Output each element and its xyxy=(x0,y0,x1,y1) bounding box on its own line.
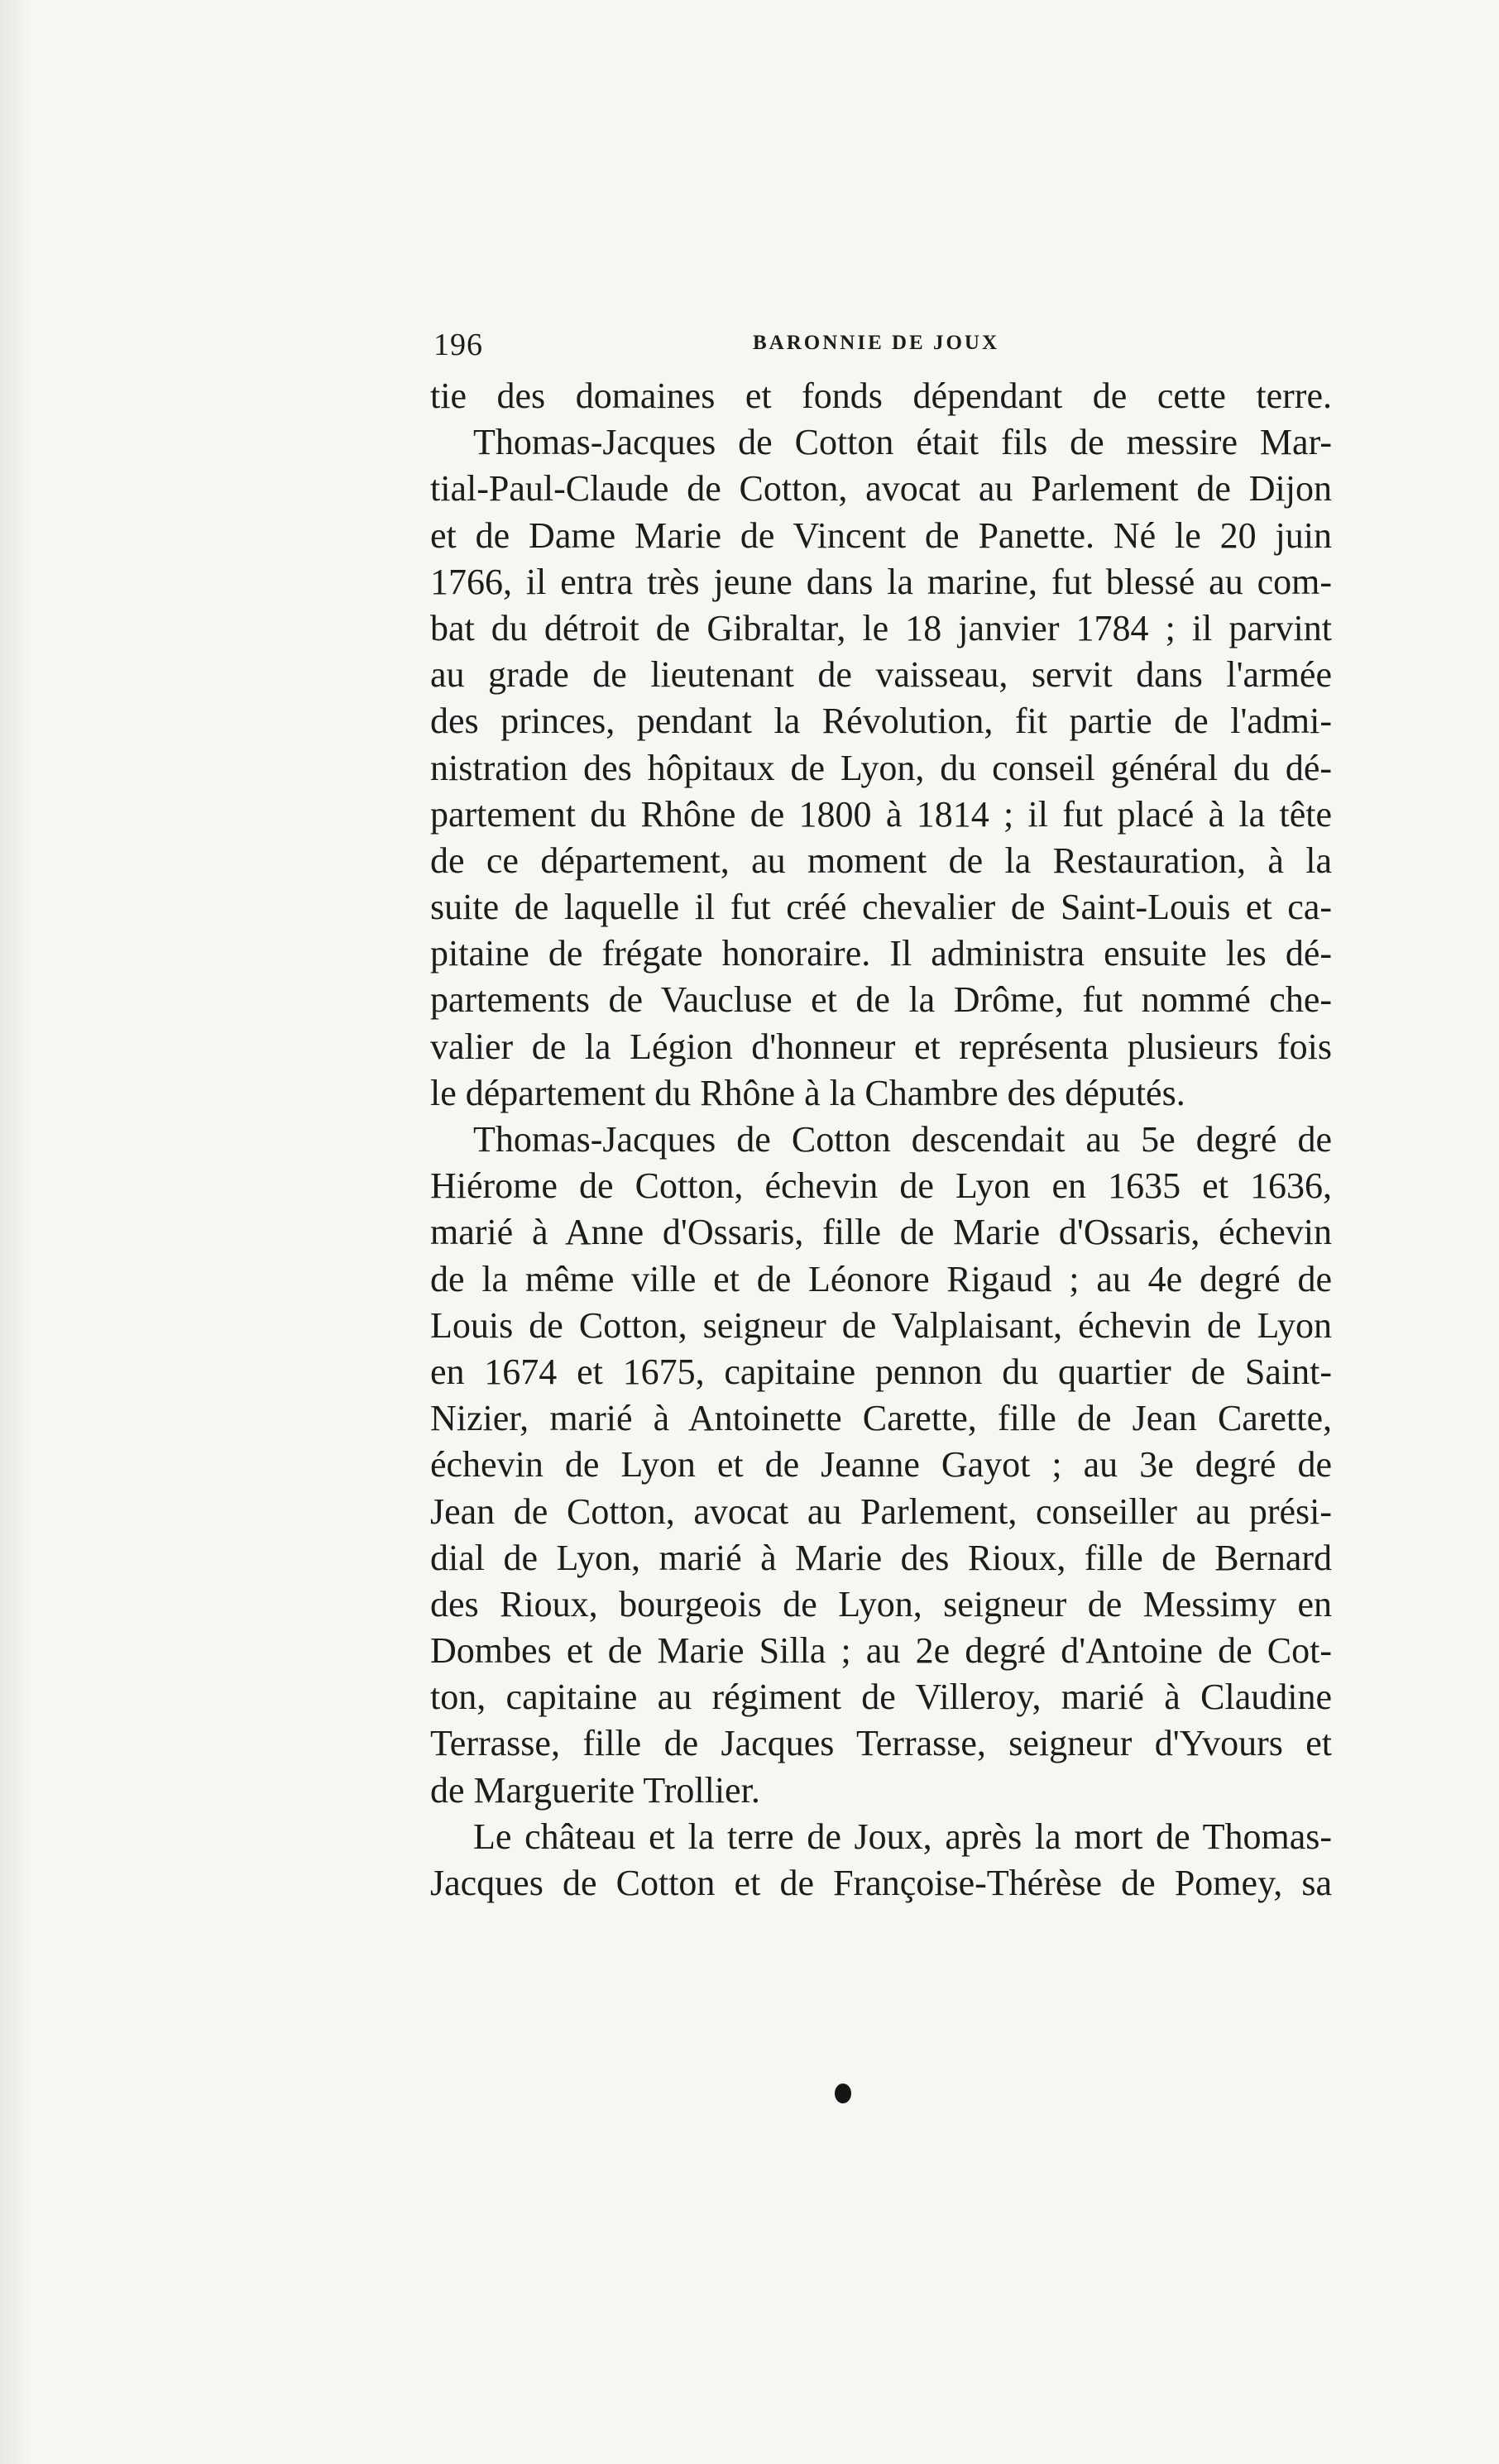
text-line: au grade de lieutenant de vaisseau, servit dans l'armée xyxy=(430,654,1332,696)
text-line: Thomas-Jacques de Cotton était fils de messire Mar- xyxy=(473,422,1332,463)
text-line: Jean de Cotton, avocat au Parlement, conseiller au prési- xyxy=(430,1490,1332,1532)
text-line: partement du Rhône de 1800 à 1814 ; il fut placé à la tête xyxy=(430,793,1332,835)
text-line: des princes, pendant la Révolution, fit partie de l'admi- xyxy=(430,701,1332,742)
text-line: Le château et la terre de Joux, après la mort de Thomas- xyxy=(473,1816,1332,1857)
text-line: Dombes et de Marie Silla ; au 2e degré d'Antoine de Cot- xyxy=(430,1630,1332,1672)
text-line: de ce département, au moment de la Restauration, à la xyxy=(430,840,1332,881)
text-line: des Rioux, bourgeois de Lyon, seigneur de Messimy en xyxy=(430,1583,1332,1624)
text-line: Louis de Cotton, seigneur de Valplaisant, échevin de Lyon xyxy=(430,1304,1332,1346)
ink-dot-ornament xyxy=(835,2084,851,2103)
text-line: valier de la Légion d'honneur et représenta plusieurs fois xyxy=(430,1026,1332,1067)
text-line: de la même ville et de Léonore Rigaud ; au 4e degré de xyxy=(430,1258,1332,1299)
text-line: 1766, il entra très jeune dans la marine, fut blessé au com- xyxy=(430,561,1332,602)
text-line: tie des domaines et fonds dépendant de cette terre. xyxy=(430,376,1332,416)
page-edge-shadow xyxy=(0,0,33,2464)
text-line: échevin de Lyon et de Jeanne Gayot ; au 3e degré de xyxy=(430,1444,1332,1486)
body-text xyxy=(430,373,1332,1907)
text-line: Terrasse, fille de Jacques Terrasse, seigneur d'Yvours et xyxy=(430,1723,1332,1764)
text-line: nistration des hôpitaux de Lyon, du conseil général du dé- xyxy=(430,747,1332,788)
running-title: BARONNIE DE JOUX xyxy=(753,332,1000,354)
text-line: marié à Anne d'Ossaris, fille de Marie d'Ossaris, échevin xyxy=(430,1212,1332,1253)
text-line: Hiérome de Cotton, échevin de Lyon en 1635 et 1636, xyxy=(430,1165,1332,1207)
text-line: le département du Rhône à la Chambre des députés. xyxy=(430,1072,1185,1113)
text-line: pitaine de frégate honoraire. Il administra ensuite les dé- xyxy=(430,933,1332,974)
running-head xyxy=(430,327,1332,373)
text-line: Jacques de Cotton et de Françoise-Thérèse de Pomey, sa xyxy=(430,1863,1332,1903)
text-line: en 1674 et 1675, capitaine pennon du quartier de Saint- xyxy=(430,1351,1332,1392)
text-line: Thomas-Jacques de Cotton descendait au 5e degré de xyxy=(473,1119,1332,1160)
page-number: 196 xyxy=(433,328,483,362)
text-line: ton, capitaine au régiment de Villeroy, marié à Claudine xyxy=(430,1677,1332,1718)
text-line: Nizier, marié à Antoinette Carette, fille de Jean Carette, xyxy=(430,1398,1332,1439)
text-line: dial de Lyon, marié à Marie des Rioux, fille de Bernard xyxy=(430,1537,1332,1578)
book-page xyxy=(430,327,1332,1907)
text-line: tial-Paul-Claude de Cotton, avocat au Parlement de Dijon xyxy=(430,468,1332,510)
text-line: et de Dame Marie de Vincent de Panette. Né le 20 juin xyxy=(430,514,1332,556)
text-line: de Marguerite Trollier. xyxy=(430,1769,760,1811)
text-line: bat du détroit de Gibraltar, le 18 janvier 1784 ; il parvint xyxy=(430,607,1332,648)
text-line: partements de Vaucluse et de la Drôme, fut nommé che- xyxy=(430,979,1332,1021)
text-line: suite de laquelle il fut créé chevalier de Saint-Louis et ca- xyxy=(430,887,1332,928)
